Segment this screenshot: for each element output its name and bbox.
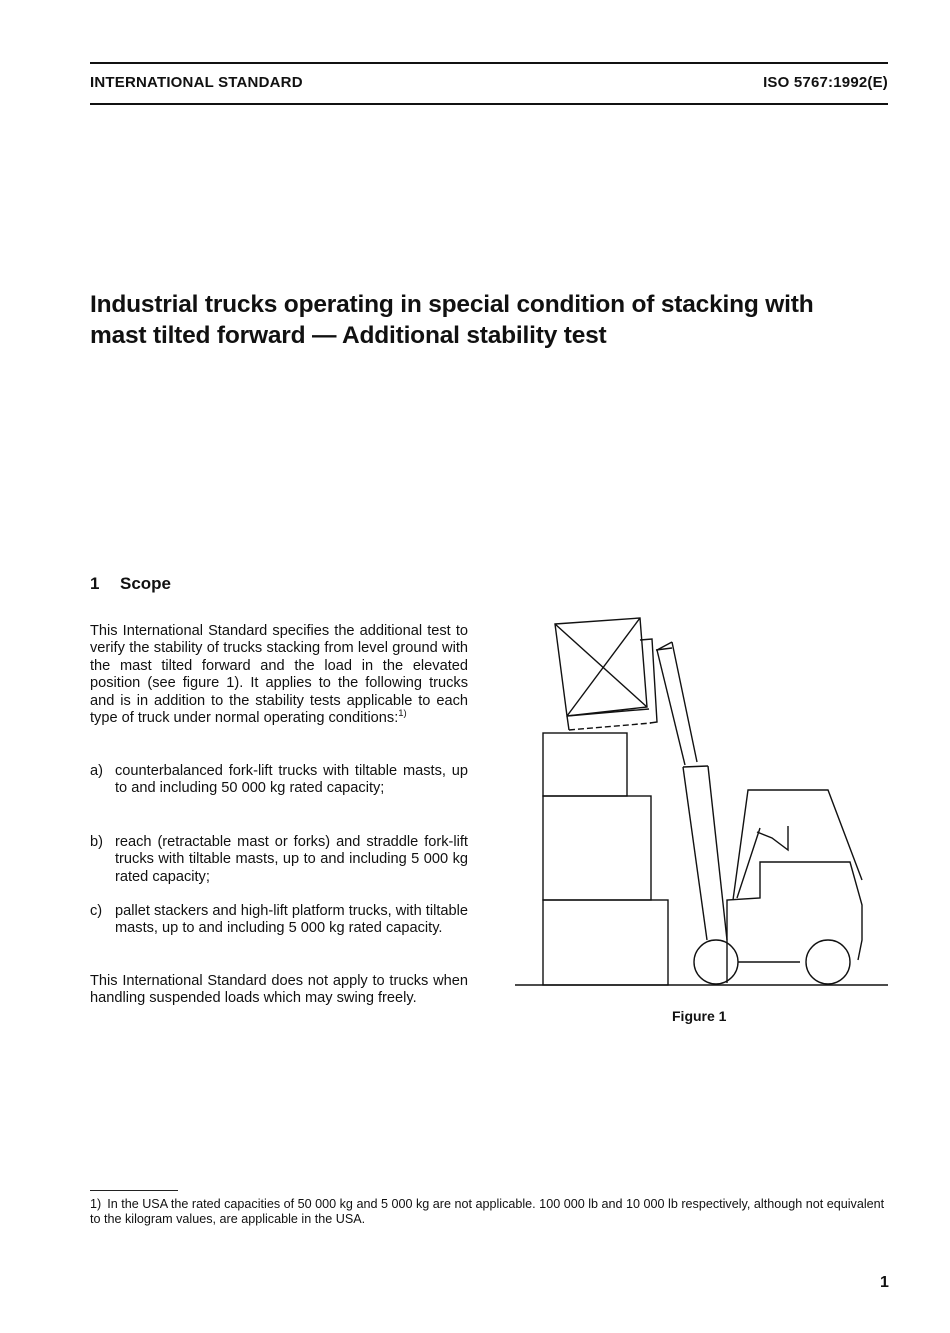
document-title-line2: mast tilted forward — Additional stability test (90, 322, 607, 349)
section-number: 1 (90, 574, 100, 593)
mast-inner-left (683, 767, 707, 940)
front-wheel (694, 940, 738, 984)
overhead-guard (733, 790, 862, 900)
scope-intro-paragraph (90, 623, 468, 727)
list-item-label: b) (90, 834, 103, 850)
pallet-top (567, 709, 649, 716)
list-item-label: c) (90, 903, 103, 919)
footnote (90, 1197, 890, 1227)
mast-joint (683, 766, 708, 767)
forklift-stacking-figure (510, 610, 890, 990)
truck-body (727, 862, 862, 983)
footnote-text: In the USA the rated capacities of 50 000 kg and 5 000 kg are not applicable. 100 000 lb and 10 000 lb respectively, although not equivalent to the kilogram values, are applicable in the USA. (90, 1197, 885, 1226)
stack-box-bottom (543, 900, 668, 985)
list-item-text: counterbalanced fork-lift trucks with tiltable masts, up to and including 50 000 kg rated capacity; (115, 763, 468, 797)
pallet-bottom (569, 723, 651, 730)
list-item-text: reach (retractable mast or forks) and straddle fork-lift trucks with tiltable masts, up to and including 5 000 kg rated capacity; (115, 834, 468, 885)
document-title (90, 289, 890, 351)
footnote-label: 1) (90, 1197, 102, 1211)
steering-wheel (757, 826, 788, 850)
load-crate-diagonal (567, 618, 640, 716)
load-crate-diagonal (555, 624, 647, 707)
page-number: 1 (880, 1274, 889, 1291)
footnote-reference: 1) (398, 708, 407, 720)
mast-inner-right (708, 766, 727, 940)
header-bottom-rule (90, 103, 888, 105)
pallet-side (567, 716, 569, 730)
overhead-guard-inner (737, 828, 760, 898)
list-item-text: pallet stackers and high-lift platform trucks, with tiltable masts, up to and including 5 000 kg rated capacity. (115, 903, 468, 937)
load-crate (555, 618, 647, 716)
scope-intro-text: This International Standard specifies the additional test to verify the stability of trucks stacking from level ground with the mast tilted forward and the load in the elevated position (see figure 1). It applies to the following trucks and is in addition to the stability tests applicable to each type of truck under normal operating conditions: (90, 623, 468, 727)
header-standard-number: ISO 5767:1992(E) (763, 74, 888, 91)
rear-wheel (806, 940, 850, 984)
section-title: Scope (120, 574, 172, 593)
mast-outer-left (657, 650, 685, 765)
scope-closing-paragraph: This International Standard does not apply to trucks when handling suspended loads which may swing freely. (90, 973, 468, 1007)
list-item-label: a) (90, 763, 103, 779)
stack-box-top (543, 733, 627, 796)
header-top-rule (90, 62, 888, 64)
document-title-line1: Industrial trucks operating in special condition of stacking with (90, 291, 814, 318)
mast-outer-right (672, 642, 697, 762)
figure-caption: Figure 1 (672, 1008, 727, 1024)
stack-box-middle (543, 796, 651, 900)
footnote-divider (90, 1190, 178, 1191)
header-standard-label: INTERNATIONAL STANDARD (90, 74, 303, 91)
